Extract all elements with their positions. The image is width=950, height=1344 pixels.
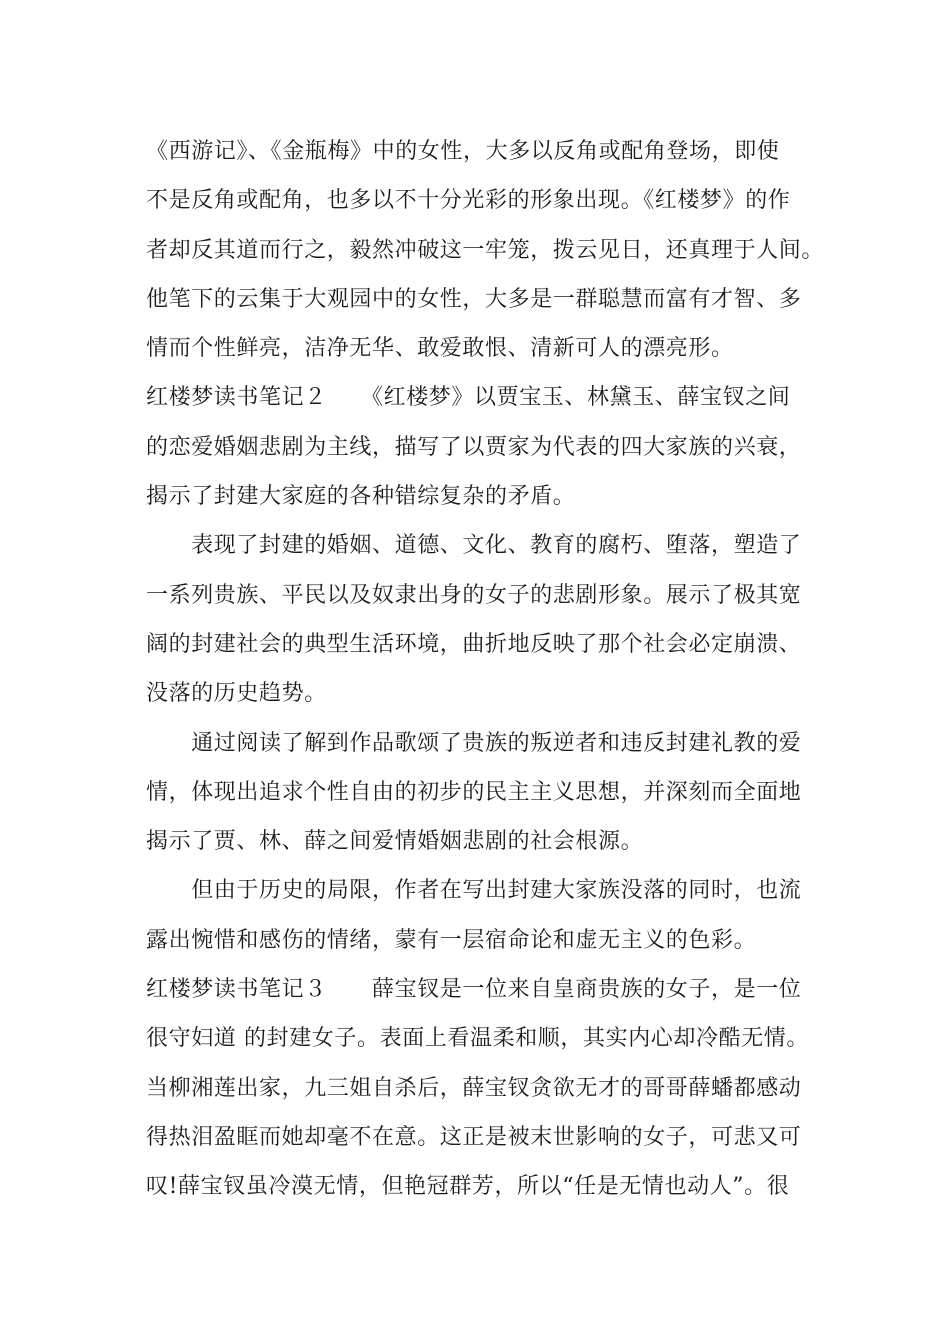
body-text — [146, 134, 826, 1219]
text-line: 没落的历史趋势。 — [146, 681, 327, 707]
text-line: 露出惋惜和感伤的情绪，蒙有一层宿命论和虚无主义的色彩。 — [146, 927, 757, 953]
section-heading-line: 红楼梦读书笔记３ 薛宝钗是一位来自皇商贵族的女子，是一位 — [146, 977, 802, 1003]
text-line: 通过阅读了解到作品歌颂了贵族的叛逆者和违反封建礼教的爱 — [146, 730, 802, 756]
text-line: 得热泪盈眶而她却毫不在意。这正是被末世影响的女子，可悲又可 — [146, 1124, 802, 1150]
text-line: 不是反角或配角，也多以不十分光彩的形象出现。《红楼梦》的作 — [146, 188, 791, 214]
text-line: 表现了封建的婚姻、道德、文化、教育的腐朽、堕落，塑造了 — [146, 533, 802, 559]
text-line: 情而个性鲜亮，洁净无华、敢爱敢恨、清新可人的漂亮形。 — [146, 336, 734, 362]
text-line: 当柳湘莲出家，九三姐自杀后，薛宝钗贪欲无才的哥哥薛蟠都感动 — [146, 1075, 802, 1101]
text-line: 揭示了封建大家庭的各种错综复杂的矛盾。 — [146, 484, 576, 510]
text-line: 者却反其道而行之，毅然冲破这一牢笼，拨云见日，还真理于人间。 — [146, 237, 825, 263]
section-heading-line: 红楼梦读书笔记２ 《红楼梦》以贾宝玉、林黛玉、薛宝钗之间 — [146, 385, 791, 411]
text-line: 阔的封建社会的典型生活环境，曲折地反映了那个社会必定崩溃、 — [146, 631, 802, 657]
text-line: 很守妇道 的封建女子。表面上看温柔和顺，其实内心却冷酷无情。 — [146, 1026, 809, 1052]
text-line: 情，体现出追求个性自由的初步的民主主义思想，并深刻而全面地 — [146, 779, 802, 805]
text-line: 叹!薛宝钗虽冷漠无情，但艳冠群芳，所以“任是无情也动人”。很 — [146, 1174, 790, 1200]
text-line: 一系列贵族、平民以及奴隶出身的女子的悲剧形象。展示了极其宽 — [146, 582, 802, 608]
text-line: 的恋爱婚姻悲剧为主线，描写了以贾家为代表的四大家族的兴衰， — [146, 434, 802, 460]
text-line: 揭示了贾、林、薛之间爱情婚姻悲剧的社会根源。 — [146, 829, 644, 855]
text-line: 《西游记》、《金瓶梅》中的女性，大多以反角或配角登场，即使 — [146, 139, 780, 164]
text-line: 他笔下的云集于大观园中的女性，大多是一群聪慧而富有才智、多 — [146, 286, 802, 312]
text-line: 但由于历史的局限，作者在写出封建大家族没落的同时，也流 — [146, 878, 802, 904]
